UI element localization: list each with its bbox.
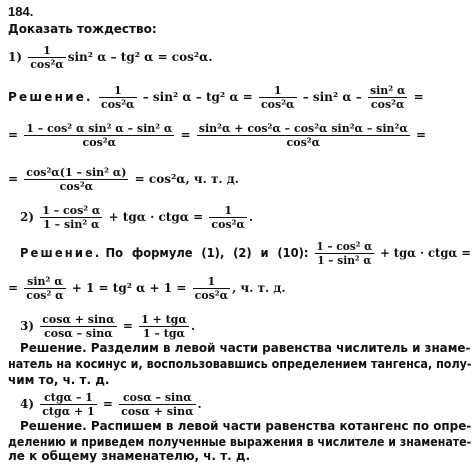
expression-text: = [413, 90, 424, 104]
fraction-numerator: 1 [209, 204, 247, 218]
expression-text: = cos²α, ч. т. д. [134, 172, 239, 186]
expression-text: = [415, 128, 427, 142]
fraction [99, 84, 137, 111]
solution-3-line-1: Решение. Разделим в левой части равенства числитель и знаме- [20, 341, 471, 355]
solution-1-line-2 [8, 122, 426, 149]
expression-text: + tgα · ctgα = [380, 246, 471, 260]
expression-text: = [122, 319, 133, 333]
fraction [24, 122, 174, 149]
fraction-denominator: cos²α [370, 98, 405, 111]
identity-4 [20, 391, 202, 418]
problem-number: 184. [8, 4, 34, 19]
fraction-numerator: 1 + tgα [141, 313, 187, 326]
fraction-numerator: cosα – sinα [119, 391, 195, 405]
fraction-denominator: 1 – sin² α [317, 254, 372, 267]
expression-text: = [180, 128, 191, 142]
identity-3-number: 3) [20, 319, 35, 333]
fraction [259, 84, 297, 111]
solution-2-text: По формуле (1), (2) и (10): [105, 246, 309, 260]
fraction-numerator: 1 – cos² α [42, 204, 101, 217]
fraction-numerator: ctgα – 1 [40, 391, 96, 405]
identity-1-rest: sin² α – tg² α = cos²α. [67, 50, 213, 64]
fraction-denominator: cos²α [211, 218, 245, 231]
solution-2-line-2 [8, 275, 286, 302]
fraction-denominator: cos² α [26, 289, 64, 302]
solution-3-line-2: натель на косинус и, воспользовавшись определением тангенса, полу- [8, 357, 472, 371]
fraction-numerator: cos²α(1 – sin² α) [26, 166, 127, 179]
fraction-denominator: cosα – sinα [44, 327, 113, 340]
fraction-denominator: cosα + sinα [121, 405, 194, 418]
identity-3 [20, 313, 195, 340]
solution-1-line-1 [8, 84, 424, 111]
solution-2-line-1 [20, 240, 471, 267]
solution-4-line-1: Решение. Распишем в левой части равенства котангенс по опре- [20, 419, 472, 433]
expression-text: + 1 = tg² α + 1 = [71, 281, 187, 295]
problem-heading: Доказать тождество: [8, 22, 157, 36]
fraction-numerator: sin² α [369, 84, 406, 97]
fraction-numerator: sin² α [24, 275, 65, 289]
fraction [40, 391, 96, 418]
expression-text: + tgα · ctgα = [108, 210, 204, 224]
expression-text: – sin² α – [302, 90, 362, 104]
solution-3-line-3: чим то, ч. т. д. [8, 373, 110, 387]
expression-text: , ч. т. д. [232, 281, 286, 295]
identity-1 [8, 44, 213, 71]
fraction-numerator: 1 [99, 84, 137, 98]
solution-2-label: Решение. [20, 246, 102, 260]
solution-4-line-3: ле к общему знаменателю, ч. т. д. [8, 449, 251, 463]
expression-text: = [8, 128, 19, 142]
fraction-denominator: cos²α [260, 98, 295, 111]
identity-2-number: 2) [20, 210, 35, 224]
fraction-denominator: cos²α [30, 58, 64, 71]
expression-text: = [102, 397, 113, 411]
fraction [197, 122, 410, 149]
expression-text: – sin² α – tg² α = [142, 90, 253, 104]
fraction-denominator: cos²α [286, 136, 321, 149]
identity-1-fraction [28, 44, 66, 71]
expression-text: . [197, 397, 202, 411]
fraction [193, 275, 231, 302]
expression-text: . [190, 319, 196, 333]
fraction-denominator: cos²α [82, 136, 117, 149]
expression-text: . [248, 210, 254, 224]
fraction [24, 166, 128, 193]
fraction [119, 391, 195, 418]
fraction-denominator: 1 – tgα [142, 327, 185, 340]
fraction-numerator: 1 [259, 84, 297, 98]
fraction-numerator: cosα + sinα [42, 313, 115, 326]
fraction [40, 313, 116, 340]
fraction-numerator: sin²α + cos²α – cos²α sin²α – sin²α [198, 122, 408, 135]
fraction-denominator: cos²α [194, 289, 229, 302]
fraction-denominator: ctgα + 1 [42, 405, 95, 418]
solution-1-label: Решение. [8, 90, 93, 104]
fraction-numerator: 1 – cos² α [316, 240, 373, 253]
fraction-denominator: 1 – sin² α [43, 218, 100, 231]
fraction [209, 204, 247, 231]
fraction [40, 204, 102, 231]
expression-text: = [8, 281, 19, 295]
expression-text: = [8, 172, 19, 186]
identity-2 [20, 204, 253, 231]
fraction [139, 313, 189, 340]
fraction [24, 275, 65, 302]
identity-4-number: 4) [20, 397, 35, 411]
fraction-numerator: 1 [28, 44, 66, 58]
fraction-denominator: cos²α [59, 180, 94, 193]
fraction [368, 84, 407, 111]
fraction-numerator: 1 – cos² α sin² α – sin² α [26, 122, 173, 135]
solution-1-line-3 [8, 166, 239, 193]
solution-4-line-2: делению и приведем полученные выражения в числителе и знаменате- [8, 435, 472, 449]
fraction [314, 240, 374, 267]
identity-1-number: 1) [8, 50, 23, 64]
fraction-numerator: 1 [193, 275, 231, 289]
fraction-denominator: cos²α [101, 98, 135, 111]
